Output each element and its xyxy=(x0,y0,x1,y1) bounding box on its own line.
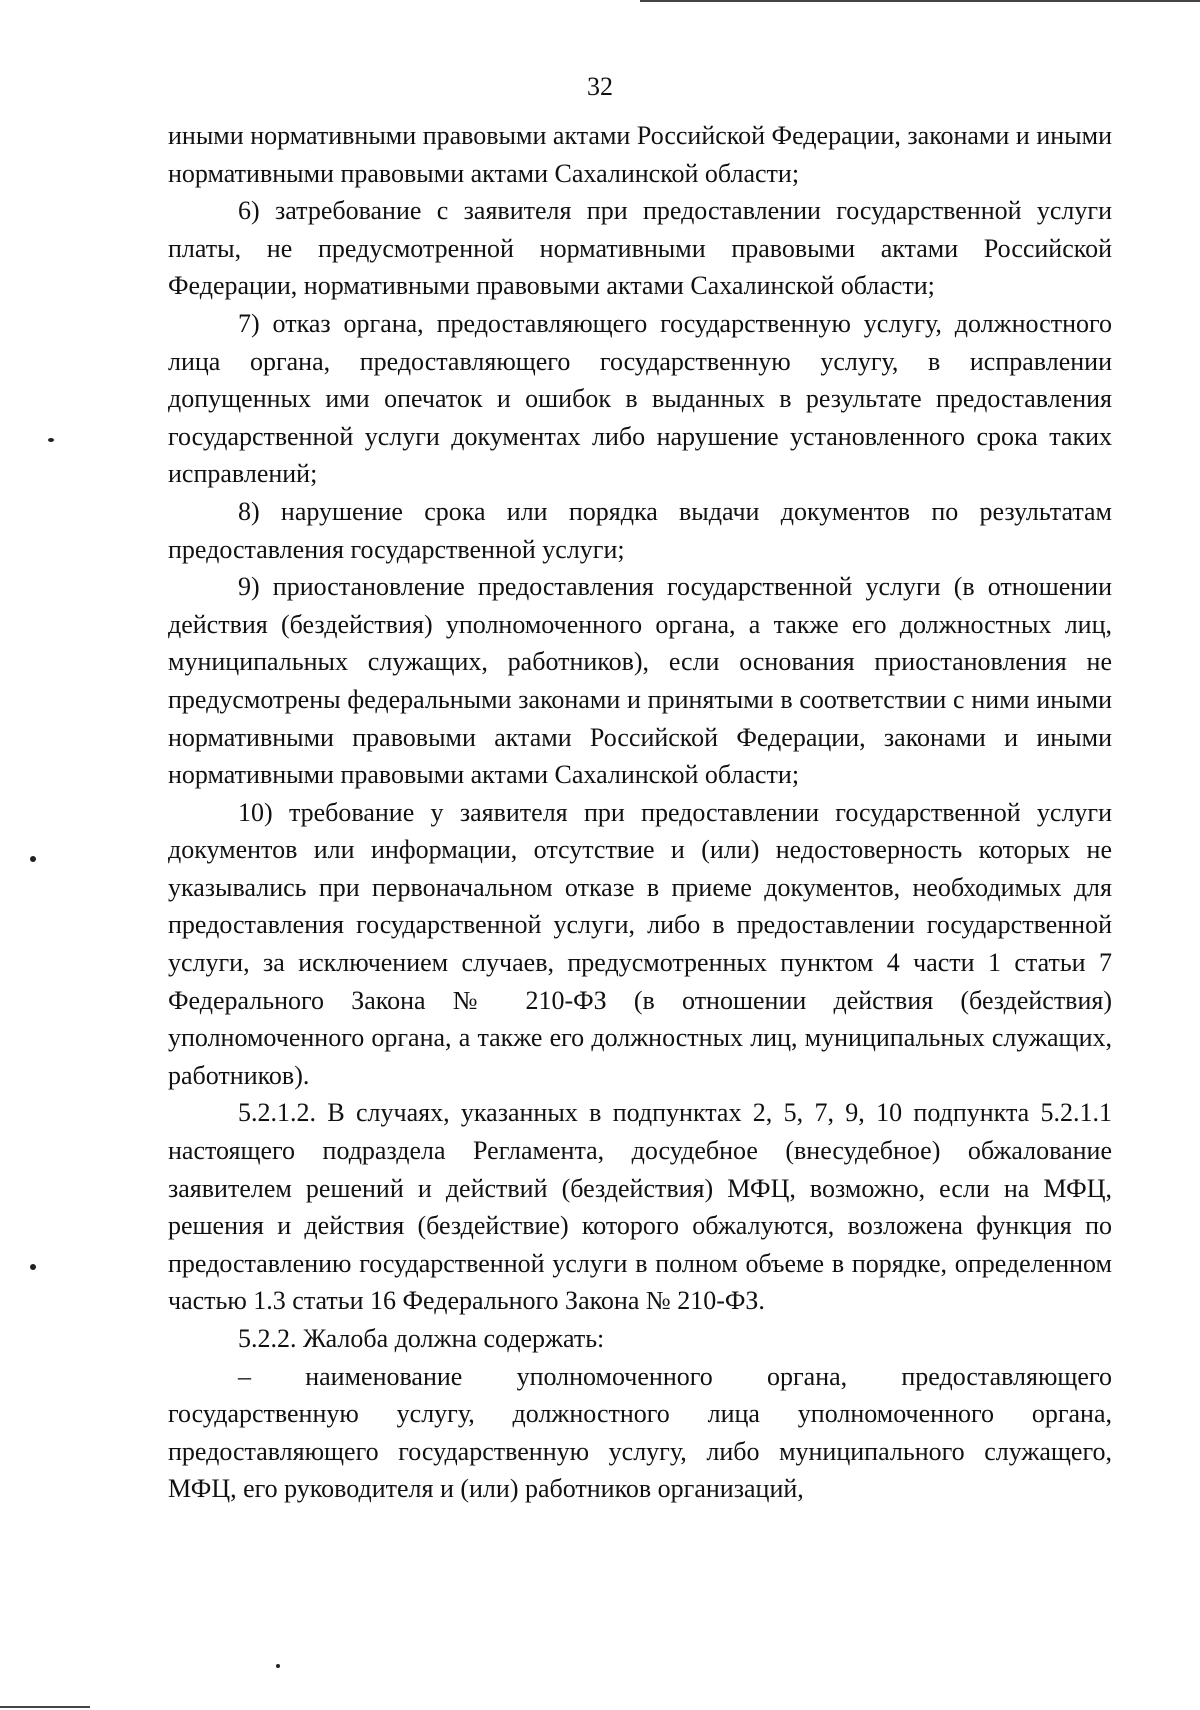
paragraph-item-9: 9) приостановление предоставления государственной услуги (в отношении действия (бездействия) уполномоченного органа, а также его должностных лиц, муниципальных служащих, работников), если основания приостановления не предусмотрены федеральными законами и принятыми в соответствии с ними иными нормативными правовыми актами Российской Федерации, законами и иными нормативными правовыми актами Сахалинской области; xyxy=(168,572,1112,790)
paragraph-item-6: 6) затребование с заявителя при предоставлении государственной услуги платы, не предусмотренной нормативными правовыми актами Российской Федерации, нормативными правовыми актами Сахалинской области; xyxy=(168,196,1112,301)
scan-speck xyxy=(30,1264,36,1270)
top-edge-rule xyxy=(640,0,1200,2)
page-number: 32 xyxy=(587,72,613,101)
paragraph-continuation: иными нормативными правовыми актами Российской Федерации, законами и иными нормативными правовыми актами Сахалинской области; xyxy=(168,121,1112,188)
paragraph-item-7: 7) отказ органа, предоставляющего государственную услугу, должностного лица органа, предоставляющего государственную услугу, в исправлении допущенных ими опечаток и ошибок в выданных в результате предоставления государственной услуги документах либо нарушение установленного срока таких исправлений; xyxy=(168,308,1112,489)
scan-speck xyxy=(48,438,54,442)
paragraph-item-8: 8) нарушение срока или порядка выдачи документов по результатам предоставления государственной услуги; xyxy=(168,496,1112,564)
paragraph-item-10: 10) требование у заявителя при предоставлении государственной услуги документов или информации, отсутствие и (или) недостоверность которых не указывались при первоначальном отказе в приеме документов, необходимых для предоставления государственной услуги, либо в предоставлении государственной услуги, за исключением случаев, предусмотренных пунктом 4 части 1 статьи 7 Федерального Закона № 210-ФЗ (в отношении действия (бездействия) уполномоченного органа, а также его должностных лиц, муниципальных служащих, работников). xyxy=(168,797,1112,1090)
bottom-edge-rule xyxy=(0,1706,90,1708)
document-body xyxy=(168,117,1112,1508)
scan-speck xyxy=(30,856,36,862)
paragraph-complaint-item: – наименование уполномоченного органа, предоставляющего государственную услугу, должностного лица уполномоченного органа, предоставляющего государственную услугу, либо муниципального служащего, МФЦ, его руководителя и (или) работников организаций, xyxy=(168,1361,1112,1504)
scan-speck xyxy=(276,1664,280,1668)
paragraph-5-2-2: 5.2.2. Жалоба должна содержать: xyxy=(238,1324,605,1353)
paragraph-5-2-1-2: 5.2.1.2. В случаях, указанных в подпунктах 2, 5, 7, 9, 10 подпункта 5.2.1.1 настоящего подраздела Регламента, досудебное (внесудебное) обжалование заявителем решений и действий (бездействия) МФЦ, возможно, если на МФЦ, решения и действия (бездействие) которого обжалуются, возложена функция по предоставлению государственной услуги в полном объеме в порядке, определенном частью 1.3 статьи 16 Федерального Закона № 210-ФЗ. xyxy=(168,1098,1112,1316)
